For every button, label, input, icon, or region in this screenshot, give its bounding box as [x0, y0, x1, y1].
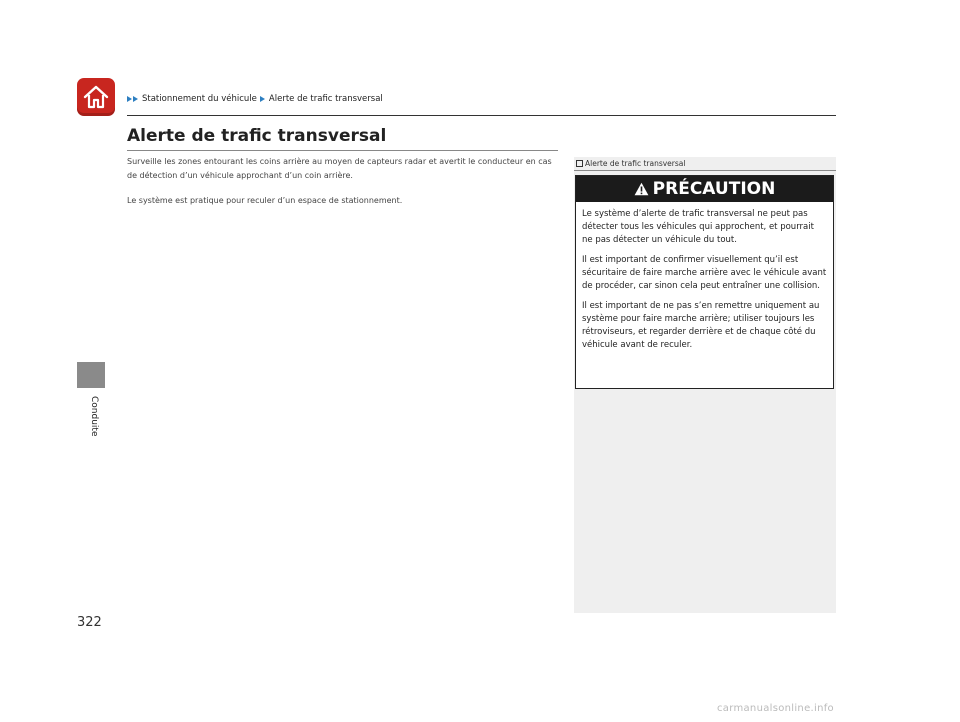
- sidebar-note: [574, 157, 836, 613]
- chapter-tab[interactable]: [77, 362, 105, 388]
- title-divider: [127, 150, 558, 151]
- chevron-right-icon: [127, 96, 132, 102]
- watermark: carmanualsonline.info: [717, 703, 834, 714]
- warning-icon: [634, 182, 649, 196]
- caution-body: [576, 202, 833, 352]
- caution-paragraph-3: Il est important de ne pas s’en remettre uniquement au système pour faire marche arrière; utiliser toujours les rétroviseurs, et regarder derrière et de chaque côté du véhicule avant de reculer.: [582, 301, 820, 350]
- page-title: Alerte de trafic transversal: [127, 126, 387, 146]
- sidebar-note-divider: [574, 170, 836, 171]
- chapter-tab-label: Conduite: [89, 396, 99, 437]
- caution-paragraph-1: Le système d’alerte de trafic transversal ne peut pas détecter tous les véhicules qui approchent, et pourrait ne pas détecter un véhicule du tout.: [582, 209, 814, 245]
- sidebar-note-header: [574, 157, 836, 170]
- breadcrumb-item-current: Alerte de trafic transversal: [268, 94, 383, 104]
- body-paragraph-2: Le système est pratique pour reculer d’un espace de stationnement.: [127, 196, 403, 205]
- caution-paragraph-2: Il est important de confirmer visuellement qu’il est sécuritaire de faire marche arrière avec le véhicule avant de procéder, car sinon cela peut entraîner une collision.: [582, 255, 827, 291]
- page-number: 322: [77, 615, 102, 630]
- caution-title: PRÉCAUTION: [652, 179, 776, 199]
- home-icon: [82, 83, 110, 111]
- caution-header: [576, 176, 833, 202]
- body-paragraph-1: Surveille les zones entourant les coins arrière au moyen de capteurs radar et avertit le conducteur en cas de détection d’un véhicule approchant d’un coin arrière.: [127, 157, 552, 180]
- reference-box-icon: [576, 160, 583, 167]
- breadcrumb-item-parking[interactable]: Stationnement du véhicule: [142, 94, 257, 104]
- caution-box: [575, 175, 834, 389]
- chevron-right-icon: [133, 96, 138, 102]
- breadcrumb: [127, 94, 383, 104]
- header-divider: [127, 115, 836, 116]
- home-button[interactable]: [77, 78, 115, 116]
- chevron-right-icon: [260, 96, 265, 102]
- sidebar-note-title: Alerte de trafic transversal: [585, 159, 686, 168]
